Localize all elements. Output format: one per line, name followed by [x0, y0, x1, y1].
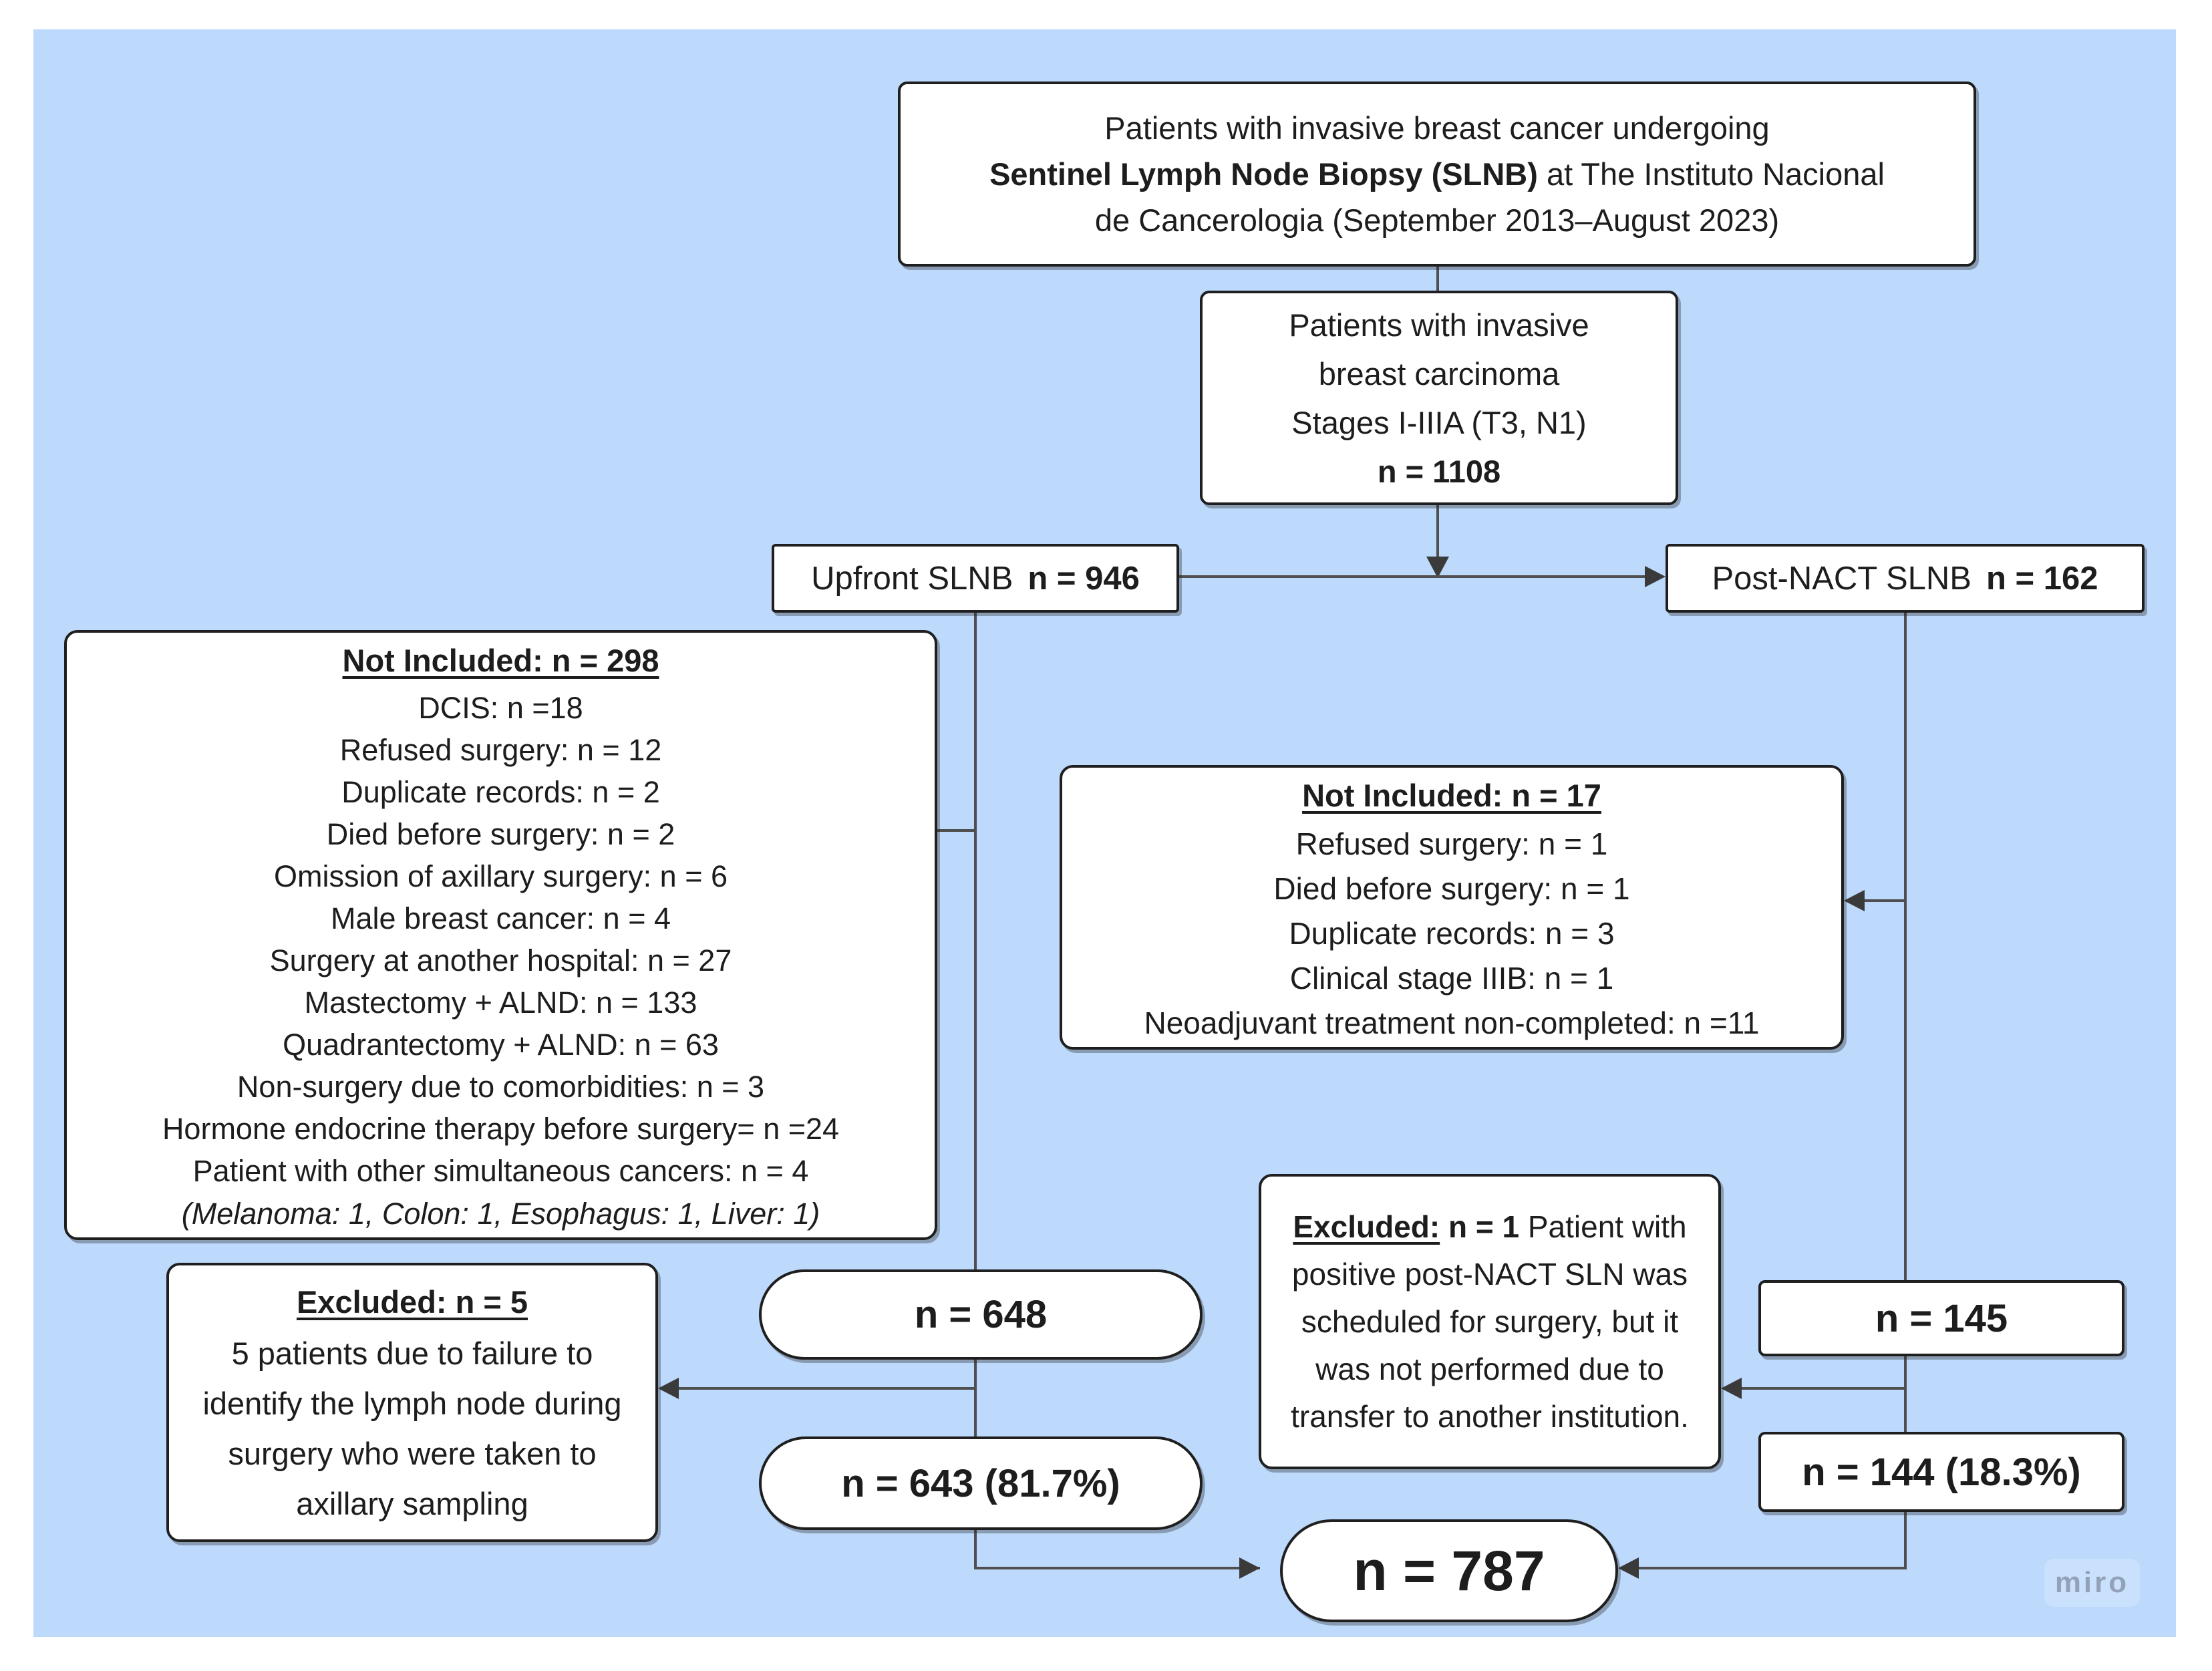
- connector-post-nact-down: [1904, 613, 1907, 1280]
- connector-carcinoma-to-split: [1436, 505, 1439, 557]
- list-item: Quadrantectomy + ALND: n = 63: [283, 1027, 719, 1062]
- excluded-5-heading: Excluded: n = 5: [296, 1284, 528, 1320]
- top-box-line2-rest: at The Instituto Nacional: [1546, 156, 1885, 192]
- arrowhead-into-not-included-17: [1844, 890, 1865, 911]
- not-included-298-note: (Melanoma: 1, Colon: 1, Esophagus: 1, Liver: 1): [181, 1196, 820, 1231]
- list-item: DCIS: n =18: [418, 690, 583, 725]
- n-787-label: n = 787: [1353, 1539, 1545, 1602]
- list-item: Refused surgery: n = 1: [1295, 826, 1608, 861]
- n-145-label: n = 145: [1875, 1296, 2008, 1340]
- top-box-line3: de Cancerologia (September 2013–August 2023): [1094, 202, 1780, 238]
- list-item: Omission of axillary surgery: n = 6: [274, 859, 728, 893]
- list-item: Died before surgery: n = 2: [326, 816, 675, 851]
- connector-upfront-down: [974, 613, 977, 1269]
- arrowhead-into-post-nact: [1645, 566, 1666, 587]
- arrowhead-into-excluded-1: [1721, 1378, 1742, 1399]
- excluded-1-body: Patient with positive post-NACT SLN was scheduled for surgery, but it was not performed due to transfer to another institution.: [1291, 1209, 1689, 1434]
- connector-144-to-787: [1639, 1567, 1905, 1569]
- node-patients-slnb: [898, 82, 1976, 267]
- arrowhead-into-excluded-5: [658, 1378, 679, 1399]
- connector-144-down: [1904, 1512, 1907, 1569]
- upfront-count: n = 946: [1028, 560, 1140, 597]
- miro-watermark: [2044, 1559, 2140, 1607]
- n-648-label: n = 648: [914, 1293, 1048, 1336]
- post-nact-label: Post-NACT SLNB: [1712, 560, 1971, 597]
- node-not-included-17: [1060, 765, 1844, 1050]
- n-643-label: n = 643 (81.7%): [841, 1461, 1120, 1505]
- carcinoma-line1: Patients with invasive: [1289, 307, 1589, 343]
- list-item: Duplicate records: n = 3: [1289, 915, 1615, 951]
- connector-648-to-643: [974, 1360, 977, 1436]
- miro-watermark-label: miro: [2054, 1566, 2130, 1599]
- node-n-145: [1758, 1280, 2124, 1356]
- list-item: Non-surgery due to comorbidities: n = 3: [236, 1069, 765, 1104]
- n-144-label: n = 144 (18.3%): [1802, 1450, 2081, 1494]
- list-item: Hormone endocrine therapy before surgery= n =24: [162, 1111, 840, 1146]
- list-item: Neoadjuvant treatment non-completed: n =11: [1144, 1005, 1760, 1040]
- connector-top-to-carcinoma: [1436, 267, 1439, 291]
- connector-145-to-144: [1904, 1356, 1907, 1432]
- connector-643-down: [974, 1530, 977, 1569]
- excluded-1-count: n = 1: [1448, 1209, 1520, 1244]
- node-invasive-carcinoma: [1200, 291, 1678, 505]
- list-item: Mastectomy + ALND: n = 133: [304, 985, 697, 1020]
- node-not-included-298: [64, 630, 937, 1240]
- node-excluded-1: [1259, 1174, 1721, 1469]
- list-item: Male breast cancer: n = 4: [330, 901, 671, 935]
- list-item: Clinical stage IIIB: n = 1: [1289, 960, 1614, 996]
- not-included-298-list: [162, 687, 839, 1192]
- node-upfront-slnb: [772, 544, 1179, 613]
- top-box-line1: Patients with invasive breast cancer undergoing: [1104, 110, 1770, 146]
- list-item: Surgery at another hospital: n = 27: [269, 943, 732, 977]
- arrowhead-into-787-right: [1618, 1557, 1639, 1579]
- carcinoma-line3: Stages I-IIIA (T3, N1): [1291, 404, 1587, 440]
- list-item: Died before surgery: n = 1: [1273, 871, 1630, 906]
- connector-to-not-included-298: [937, 829, 975, 832]
- top-box-line2-bold: Sentinel Lymph Node Biopsy (SLNB): [989, 156, 1538, 192]
- connector-to-excluded-5: [679, 1387, 975, 1390]
- arrowhead-into-787-left: [1239, 1557, 1260, 1579]
- top-box-line2: [989, 151, 1885, 197]
- list-item: Patient with other simultaneous cancers: n = 4: [192, 1153, 809, 1188]
- connector-to-not-included-17: [1865, 899, 1905, 902]
- excluded-5-body: 5 patients due to failure to identify the lymph node during surgery who were taken to axillary sampling: [202, 1336, 622, 1521]
- carcinoma-line2: breast carcinoma: [1318, 355, 1560, 392]
- list-item: Refused surgery: n = 12: [339, 732, 662, 767]
- not-included-17-list: [1144, 822, 1759, 1046]
- not-included-17-heading: Not Included: n = 17: [1302, 777, 1601, 813]
- list-item: Duplicate records: n = 2: [341, 774, 660, 809]
- node-n-787: [1280, 1519, 1618, 1622]
- node-n-648: [759, 1269, 1203, 1360]
- not-included-298-heading: Not Included: n = 298: [342, 642, 659, 678]
- post-nact-count: n = 162: [1986, 560, 2098, 597]
- node-n-643: [759, 1436, 1203, 1530]
- connector-643-to-787: [974, 1567, 1260, 1569]
- connector-to-excluded-1: [1742, 1387, 1905, 1390]
- node-excluded-5: [166, 1263, 658, 1542]
- carcinoma-count: n = 1108: [1377, 453, 1501, 489]
- connector-split-horizontal: [1179, 575, 1648, 578]
- upfront-label: Upfront SLNB: [811, 560, 1013, 597]
- node-post-nact-slnb: [1666, 544, 2145, 613]
- excluded-1-text: [1261, 1203, 1718, 1440]
- excluded-1-heading: Excluded:: [1293, 1209, 1440, 1244]
- node-n-144: [1758, 1432, 2124, 1512]
